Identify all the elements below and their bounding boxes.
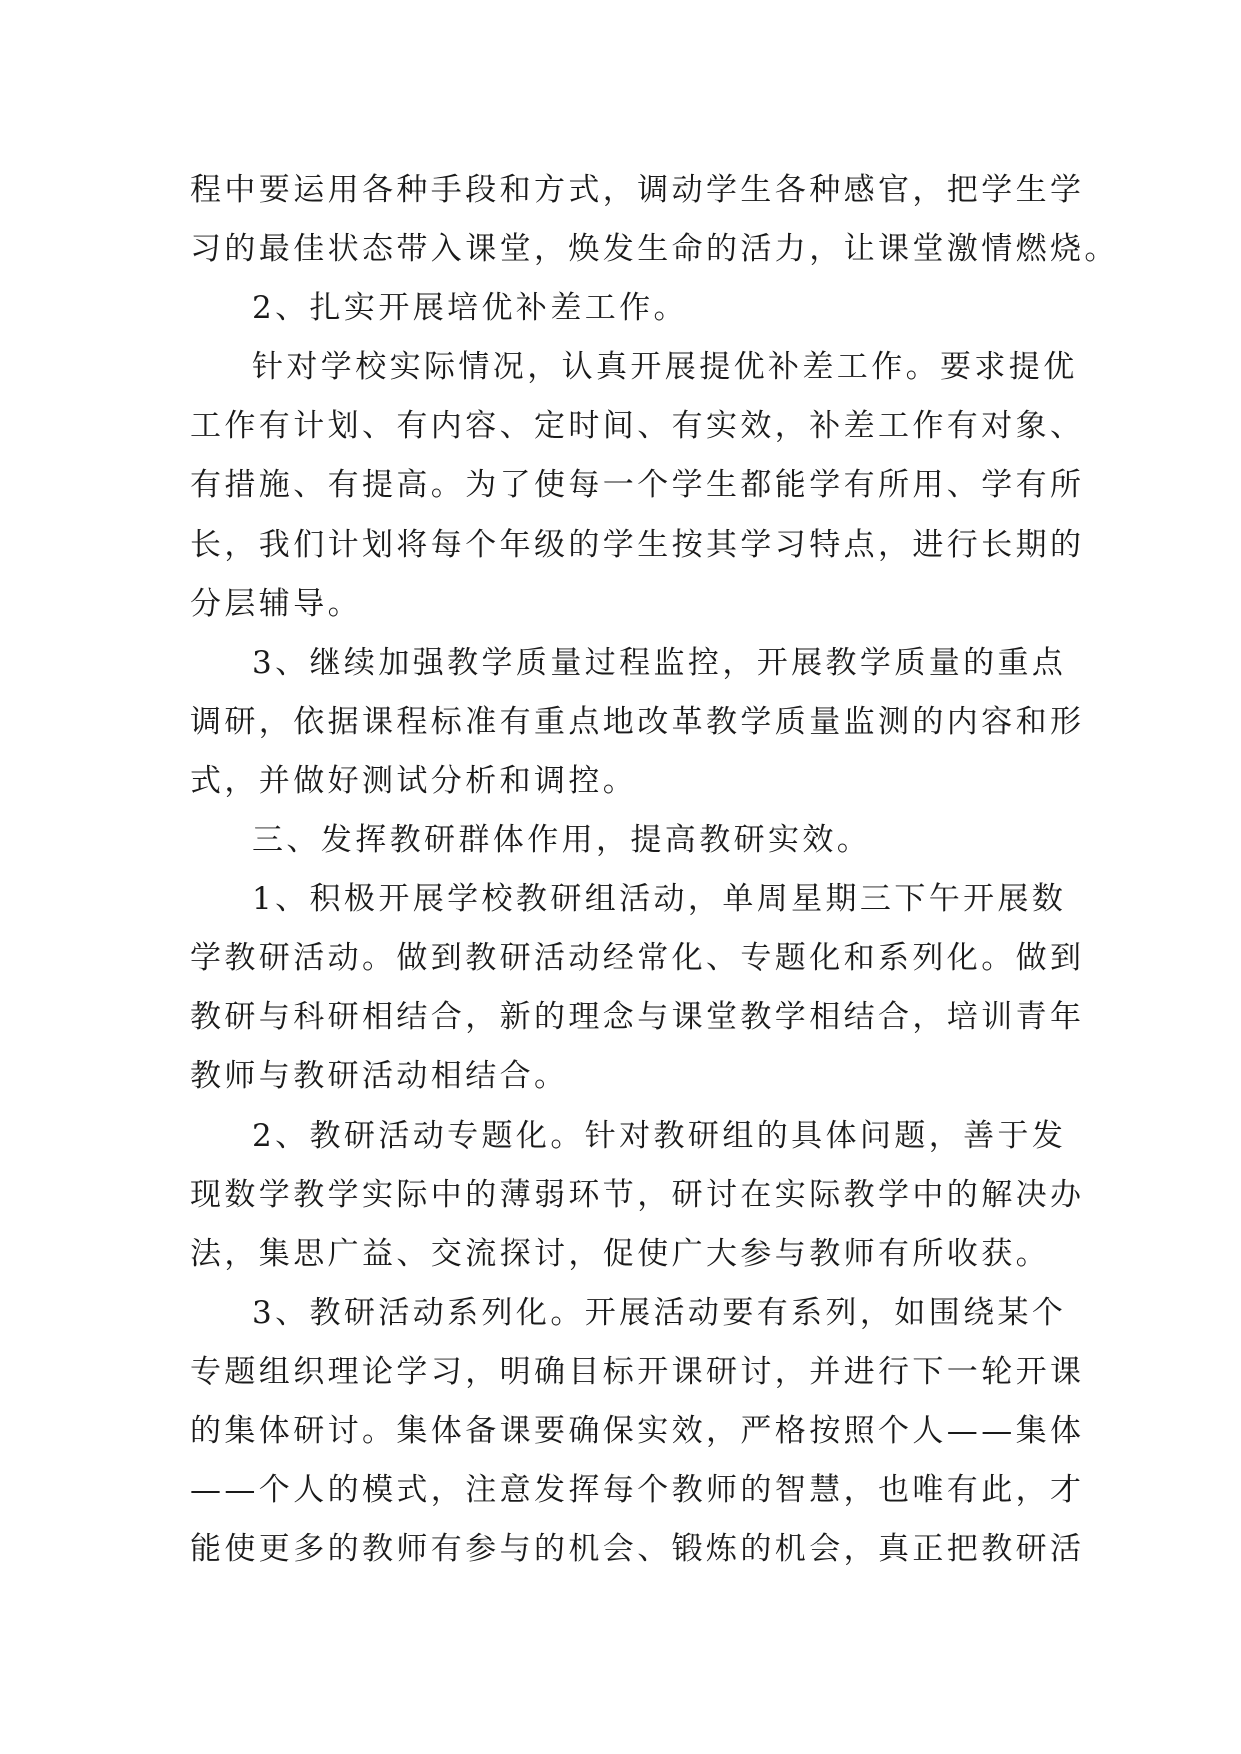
text-line: 专题组织理论学习，明确目标开课研讨，并进行下一轮开课 [190, 1353, 1085, 1390]
text-line: 能使更多的教师有参与的机会、锻炼的机会，真正把教研活 [190, 1531, 1085, 1568]
text-line: 2、教研活动专题化。针对教研组的具体问题，善于发 [252, 1117, 1067, 1154]
text-line: 法，集思广益、交流探讨，促使广大参与教师有所收获。 [190, 1235, 1050, 1272]
text-line: 教研与科研相结合，新的理念与课堂教学相结合，培训青年 [190, 999, 1085, 1036]
text-line: 式，并做好测试分析和调控。 [190, 762, 638, 799]
text-line: ——个人的模式，注意发挥每个教师的智慧，也唯有此，才 [190, 1472, 1085, 1509]
text-line: 学教研活动。做到教研活动经常化、专题化和系列化。做到 [190, 940, 1085, 977]
text-line: 的集体研讨。集体备课要确保实效，严格按照个人——集体 [190, 1412, 1085, 1449]
text-line: 现数学教学实际中的薄弱环节，研讨在实际教学中的解决办 [190, 1176, 1085, 1213]
text-line: 有措施、有提高。为了使每一个学生都能学有所用、学有所 [190, 467, 1085, 504]
text-line: 1、积极开展学校教研组活动，单周星期三下午开展数 [252, 881, 1067, 918]
text-line: 2、扎实开展培优补差工作。 [252, 290, 688, 327]
text-line: 3、教研活动系列化。开展活动要有系列，如围绕某个 [252, 1294, 1067, 1331]
text-line: 工作有计划、有内容、定时间、有实效，补差工作有对象、 [190, 408, 1085, 445]
text-line: 三、发挥教研群体作用，提高教研实效。 [252, 822, 872, 859]
text-line: 长，我们计划将每个年级的学生按其学习特点，进行长期的 [190, 526, 1085, 563]
text-line: 针对学校实际情况，认真开展提优补差工作。要求提优 [252, 349, 1078, 386]
document-body [190, 161, 1119, 1579]
text-line: 教师与教研活动相结合。 [190, 1058, 569, 1095]
text-line: 习的最佳状态带入课堂，焕发生命的活力，让课堂激情燃烧。 [190, 231, 1119, 268]
text-line: 分层辅导。 [190, 585, 362, 622]
text-line: 调研，依据课程标准有重点地改革教学质量监测的内容和形 [190, 703, 1085, 740]
text-line: 程中要运用各种手段和方式，调动学生各种感官，把学生学 [190, 172, 1085, 208]
text-line: 3、继续加强教学质量过程监控，开展教学质量的重点 [252, 644, 1067, 681]
